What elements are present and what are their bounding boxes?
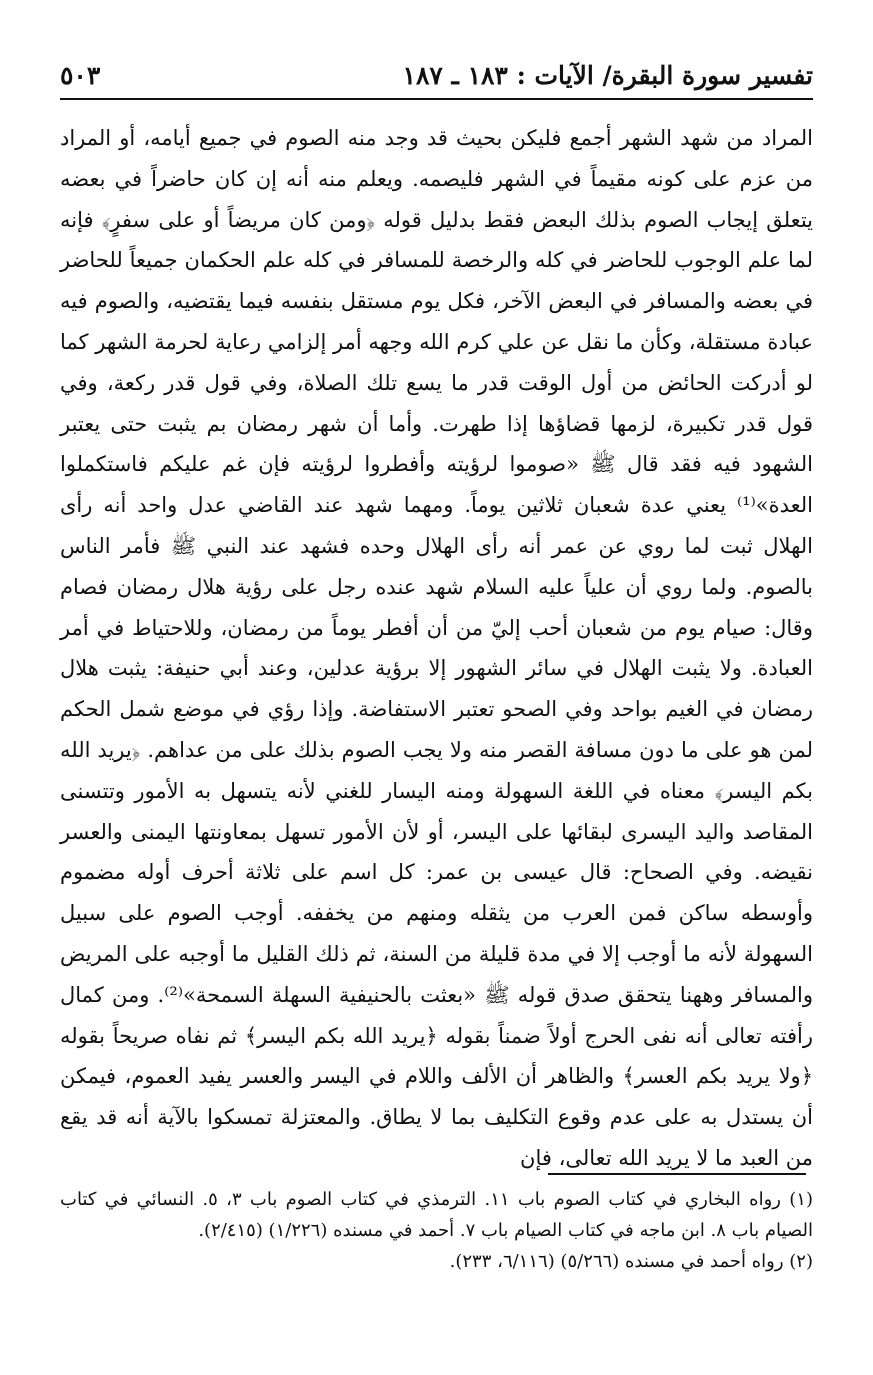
footnote-rule: [548, 1173, 806, 1175]
body-text: [60, 118, 813, 1179]
page-header: [60, 52, 813, 96]
footnote-1: (١) رواه البخاري في كتاب الصوم باب ١١. الترمذي في كتاب الصوم باب ٣، ٥. النسائي في كتاب الصيام باب ٨. ابن ماجه في كتاب الصيام باب ٧. أحمد في مسنده (١/٢٢٦) (٢/٤١٥).: [60, 1189, 813, 1241]
body-paragraph: المراد من شهد الشهر أجمع فليكن بحيث قد وجد منه الصوم في جميع أيامه، أو المراد من عزم على كونه مقيماً في الشهر فليصمه. ويعلم منه أنه إن كان حاضراً في بعضه يتعلق إيجاب الصوم بذلك البعض فقط بدليل قوله ﴿ومن كان مريضاً أو على سفرٍ﴾ فإنه لما علم الوجوب للحاضر في كله والرخصة للمسافر في كله علم الحكمان جميعاً للحاضر في بعضه والمسافر في البعض الآخر، فكل يوم مستقل بنفسه فيما يقتضيه، والصوم فيه عبادة مستقلة، وكأن ما نقل عن علي كرم الله وجهه أمر إلزامي رعاية لحرمة الشهر كما لو أدركت الحائض من أول الوقت قدر ما يسع تلك الصلاة، وفي قول قدر ركعة، وفي قول قدر تكبيرة، لزمها قضاؤها إذا طهرت. وأما أن شهر رمضان بم يثبت حتى يعتبر الشهود فيه فقد قال ﷺ «صوموا لرؤيته وأفطروا لرؤيته فإن غم عليكم فاستكملوا العدة»⁽¹⁾ يعني عدة شعبان ثلاثين يوماً. ومهما شهد عند القاضي عدل واحد أنه رأى الهلال ثبت لما روي عن عمر أنه رأى الهلال وحده فشهد عند النبي ﷺ فأمر الناس بالصوم. ولما روي أن علياً عليه السلام شهد عنده رجل على رؤية هلال رمضان فصام وقال: صيام يوم من شعبان أحب إليّ من أن أفطر يوماً من رمضان، وللاحتياط في أمر العبادة. ولا يثبت الهلال في سائر الشهور إلا برؤية عدلين، وعند أبي حنيفة: يثبت هلال رمضان في الغيم بواحد وفي الصحو تعتبر الاستفاضة. وإذا رؤي في موضع شمل الحكم لمن هو على ما دون مسافة القصر منه ولا يجب الصوم بذلك على من عداهم. ﴿يريد الله بكم اليسر﴾ معناه في اللغة السهولة ومنه اليسار للغني لأنه يتسهل به الأمور وتتسنى المقاصد واليد اليسرى لبقائها على اليسر، أو لأن الأمور تسهل بمعاونتها اليمنى والعسر نقيضه. وفي الصحاح: قال عيسى بن عمر: كل اسم على ثلاثة أحرف أوله مضموم وأوسطه ساكن فمن العرب من يثقله ومنهم من يخففه. أوجب الصوم على سبيل السهولة لأنه ما أوجب إلا في مدة قليلة من السنة، ثم ذلك القليل ما أوجبه على المريض والمسافر وههنا يتحقق صدق قوله ﷺ «بعثت بالحنيفية السهلة السمحة»⁽²⁾. ومن كمال رأفته تعالى أنه نفى الحرج أولاً ضمناً بقوله ﴿يريد الله بكم اليسر﴾ ثم نفاه صريحاً بقوله ﴿ولا يريد بكم العسر﴾ والظاهر أن الألف واللام في اليسر والعسر يفيد العموم، فيمكن أن يستدل به على عدم وقوع التكليف بما لا يطاق. والمعتزلة تمسكوا بالآية أنه قد يقع من العبد ما لا يريد الله تعالى، فإن: [60, 126, 813, 1170]
header-rule: [60, 98, 813, 100]
page-number: ٥٠٣: [60, 61, 101, 90]
footnotes: [60, 1184, 813, 1277]
footnote-2: (٢) رواه أحمد في مسنده (٥/٢٦٦) (٦/١١٦، ٢٣٣).: [449, 1251, 813, 1272]
running-title: تفسير سورة البقرة/ الآيات : ١٨٣ ـ ١٨٧: [402, 61, 813, 90]
